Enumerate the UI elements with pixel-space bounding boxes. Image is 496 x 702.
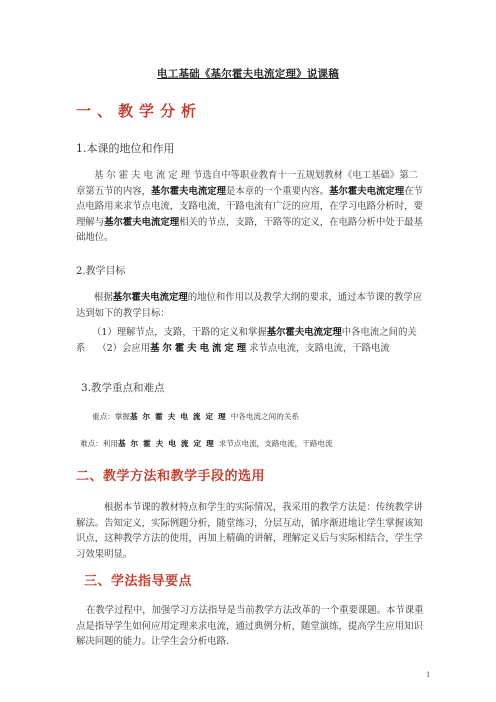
text-run: 难点：利用 (80, 439, 118, 448)
text-run: 重点：掌握 (92, 412, 130, 421)
bold-term: 基尔霍夫电流定理 (150, 342, 250, 354)
document-title: 电工基础《基尔霍夫电流定理》说课稿 (157, 68, 339, 80)
bold-term: 基尔霍夫电流定理 (117, 439, 219, 448)
bold-term: 基尔霍夫电流定理 (266, 327, 342, 338)
text-run: 中各电流之间的关系 (230, 412, 300, 421)
goal-1-suffix: 中各电流之间的关系 (76, 327, 417, 354)
text-run: 是本章的一个重要内容。 (226, 185, 330, 197)
goal-2-prefix: （2）会应用 (97, 342, 151, 354)
bold-term: 基尔霍夫电流定理 (129, 412, 231, 421)
teaching-goals (76, 325, 424, 356)
difficult-point (80, 438, 333, 450)
bold-term: 基尔霍夫电流定理 (151, 185, 227, 197)
section-1-1-heading: 1.本课的地位和作用 (76, 142, 175, 155)
section-3-title: 三、学法指导要点 (84, 574, 193, 589)
bold-term: 基尔霍夫电流定理 (112, 292, 188, 303)
section-2-paragraph: 根据本节课的教材特点和学生的实际情况，我采用的教学方法是：传统教学讲解法。告知定义，实际例题分析，随堂练习，分层互动，循序渐进地让学生掌握该知识点，这种教学方法的使用，再加上精确的讲解，理解定义后与实际相结合，学生学习效果明显。 (76, 502, 423, 560)
goal-1-prefix: （1）理解节点，支路，干路的定义和掌握 (92, 327, 267, 338)
page-number: 1 (426, 671, 431, 679)
section-3-paragraph: 在教学过程中，加强学习方法指导是当前教学方法改革的一个重要课题。本节课重点是指导学生如何应用定理来求电流，通过典例分析，随堂演练，提高学生应用知识解决问题的能力。让学生会分析电路. (76, 605, 424, 647)
text-run: 根据 (94, 292, 113, 303)
section-1-title: 一、教学分析 (76, 102, 203, 120)
text-run: 在节点电路用来求节点电流，支路电流，干路电流有广泛的应用，在学习电路分析时，要理解与 (76, 185, 423, 228)
key-point (92, 411, 299, 423)
section-1-3-heading: 3.教学重点和难点 (81, 382, 165, 394)
text-run: 相关的节点，支路，干路等的定义，在电路分析中处于最基础地位。 (76, 216, 423, 243)
bold-term: 基尔霍夫电流定理 (104, 216, 180, 228)
text-run: 的地位和作用以及教学大纲的要求，通过本节课的教学应达到如下的教学目标： (76, 292, 423, 319)
section-1-2-paragraph (76, 290, 424, 321)
text-run: 基尔霍夫电流定理 (94, 170, 194, 181)
text-run: 节选自中等职业教育十一五规划教材《电工基础》第二章第五节的内容， (76, 170, 419, 197)
section-1-1-paragraph (76, 168, 424, 246)
section-1-2-heading: 2.教学目标 (76, 266, 126, 277)
section-2-title: 二、教学方法和教学手段的选用 (76, 469, 266, 484)
text-run: 求节点电流，支路电流，干路电流 (218, 439, 333, 448)
bold-term: 基尔霍夫电流定理 (329, 185, 405, 197)
goal-2-suffix: 求节点电流，支路电流，干路电流 (249, 342, 390, 354)
